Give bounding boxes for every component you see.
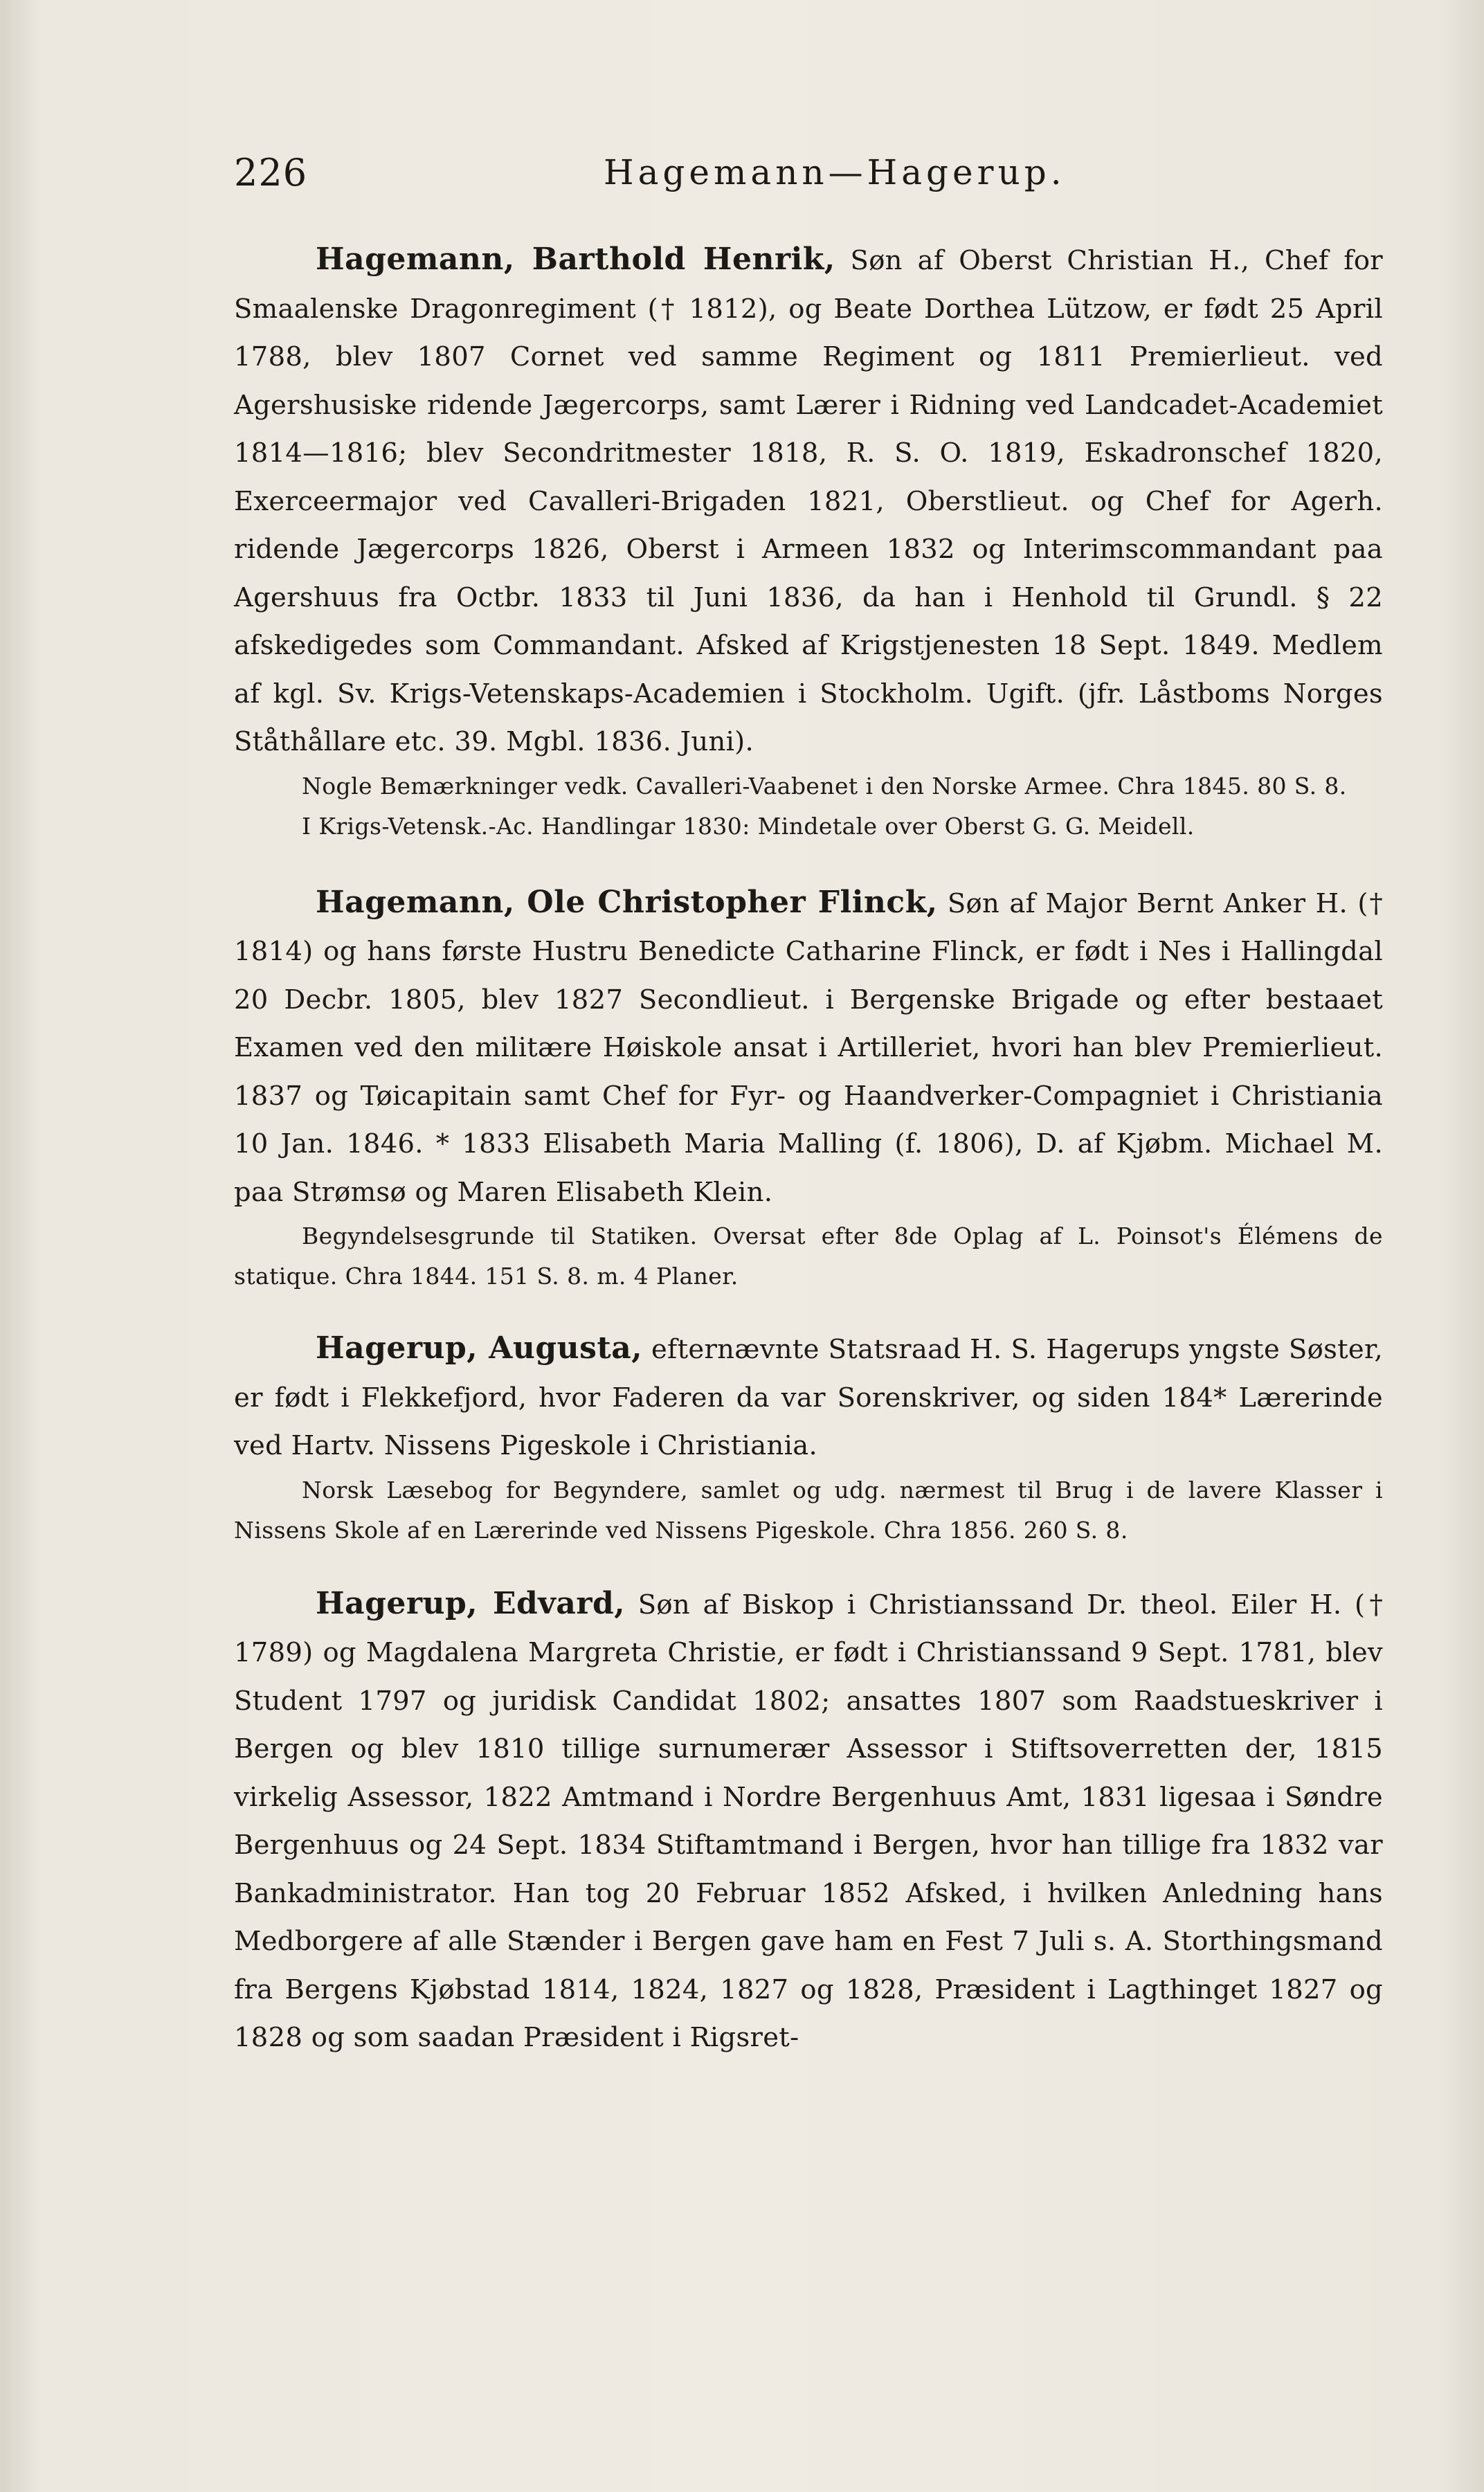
entry-hagerup-augusta (234, 1324, 1383, 1551)
work-item: Begyndelsesgrunde til Statiken. Oversat efter 8de Oplag af L. Poinsot's Élémens de statique. Chra 1844. 151 S. 8. m. 4 Planer. (234, 1222, 1383, 1290)
entry-hagemann-ole-christopher-flinck (234, 878, 1383, 1297)
entry-hagerup-edvard (234, 1580, 1383, 2062)
entry-name: Hagerup, Augusta, (316, 1330, 643, 1366)
entry-name: Hagemann, Ole Christopher Flinck, (316, 884, 938, 920)
running-title: Hagemann—Hagerup. (604, 152, 1066, 192)
entry-text: efternævnte Statsraad H. S. Hagerups yngste Søster, er født i Flekkefjord, hvor Faderen da var Sorenskriver, og siden 184* Lærerinde ved Hartv. Nissens Pigeskole i Christiania. (234, 1334, 1383, 1461)
page-content (234, 235, 1383, 2077)
entry-text: Søn af Biskop i Christianssand Dr. theol. Eiler H. († 1789) og Magdalena Margreta Christie, er født i Christianssand 9 Sept. 1781, blev Student 1797 og juridisk Candidat 1802; ansattes 1807 som Raadstueskriver i Bergen og blev 1810 tillige surnumerær Assessor i Stiftsoverretten der, 1815 virkelig Assessor, 1822 Amtmand i Nordre Bergenhuus Amt, 1831 ligesaa i Søndre Bergenhuus og 24 Sept. 1834 Stiftamtmand i Bergen, hvor han tillige fra 1832 var Bankadministrator. Han tog 20 Februar 1852 Afsked, i hvilken Anledning hans Medborgere af alle Stænder i Bergen gave ham en Fest 7 Juli s. A. Storthingsmand fra Bergens Kjøbstad 1814, 1824, 1827 og 1828, Præsident i Lagthinget 1827 og 1828 og som saadan Præsident i Rigsret- (234, 1589, 1383, 2053)
work-item: I Krigs-Vetensk.-Ac. Handlingar 1830: Mindetale over Oberst G. G. Meidell. (302, 812, 1195, 840)
work-item: Nogle Bemærkninger vedk. Cavalleri-Vaabenet i den Norske Armee. Chra 1845. 80 S. 8. (302, 772, 1347, 800)
entry-text: Søn af Major Bernt Anker H. († 1814) og hans første Hustru Benedicte Catharine Flinck, er født i Nes i Hallingdal 20 Decbr. 1805, blev 1827 Secondlieut. i Bergenske Brigade og efter bestaaet Examen ved den militære Høiskole ansat i Artilleriet, hvori han blev Premierlieut. 1837 og Tøicapitain samt Chef for Fyr- og Haandverker-Compagniet i Christiania 10 Jan. 1846. * 1833 Elisabeth Maria Malling (f. 1806), D. af Kjøbm. Michael M. paa Strømsø og Maren Elisabeth Klein. (234, 887, 1384, 1208)
entry-hagemann-barthold-henrik (234, 235, 1383, 847)
entry-biography (234, 878, 1383, 1217)
entry-biography (234, 1324, 1383, 1470)
page-header (234, 151, 1397, 199)
page-number: 226 (234, 151, 308, 195)
entry-biography (234, 235, 1383, 766)
entry-text: Søn af Oberst Christian H., Chef for Smaalenske Dragonregiment († 1812), og Beate Dorthea Lützow, er født 25 April 1788, blev 1807 Cornet ved samme Regiment og 1811 Premierlieut. ved Agershusiske ridende Jægercorps, samt Lærer i Ridning ved Landcadet-Academiet 1814—1816; blev Secondritmester 1818, R. S. O. 1819, Eskadronschef 1820, Exerceermajor ved Cavalleri-Brigaden 1821, Oberstlieut. og Chef for Agerh. ridende Jægercorps 1826, Oberst i Armeen 1832 og Interimscommandant paa Agershuus fra Octbr. 1833 til Juni 1836, da han i Henhold til Grundl. § 22 afskedigedes som Commandant. Afsked af Krigstjenesten 18 Sept. 1849. Medlem af kgl. Sv. Krigs-Vetenskaps-Academien i Stockholm. Ugift. (jfr. Låstboms Norges Ståthållare etc. 39. Mgbl. 1836. Juni). (234, 245, 1384, 757)
work-item: Norsk Læsebog for Begyndere, samlet og udg. nærmest til Brug i de lavere Klasser i Nissens Skole af en Lærerinde ved Nissens Pigeskole. Chra 1856. 260 S. 8. (234, 1476, 1383, 1544)
entry-biography (234, 1580, 1383, 2062)
entry-name: Hagemann, Barthold Henrik, (316, 242, 835, 277)
entry-name: Hagerup, Edvard, (316, 1585, 626, 1621)
